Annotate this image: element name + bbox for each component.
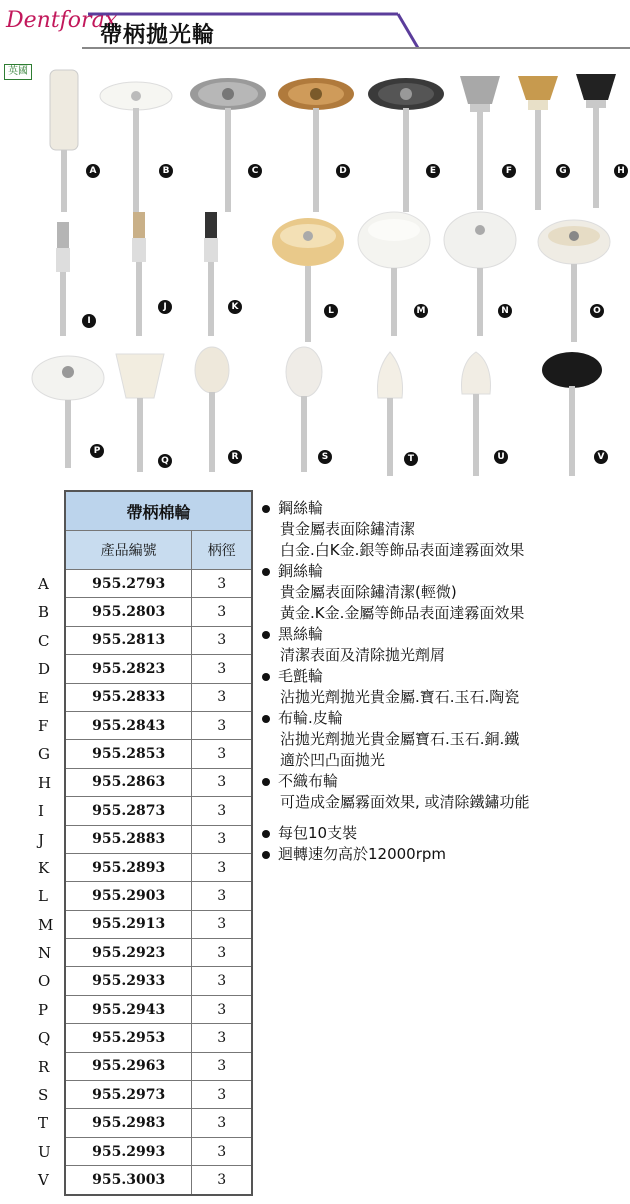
product-n-image — [442, 210, 522, 340]
product-a-image — [46, 68, 86, 218]
table-row — [65, 967, 252, 995]
product-u-image — [456, 350, 496, 480]
product-k-letter: K — [228, 300, 242, 314]
product-k-image — [198, 210, 224, 340]
row-letter: P — [38, 1000, 49, 1019]
shank-diameter: 3 — [192, 1137, 252, 1165]
shank-diameter: 3 — [192, 853, 252, 881]
product-v-letter: V — [594, 450, 608, 464]
product-code: 955.2893 — [65, 853, 192, 881]
table-row — [65, 1137, 252, 1165]
product-code: 955.2793 — [65, 570, 192, 598]
product-q-letter: Q — [158, 454, 172, 468]
shank-diameter: 3 — [192, 683, 252, 711]
table-row — [65, 910, 252, 938]
note-heading: 迴轉速勿高於12000rpm — [278, 845, 447, 863]
row-letter: I — [38, 802, 44, 821]
column-header-shank: 柄徑 — [192, 531, 252, 570]
row-letter: M — [38, 915, 54, 934]
product-p-letter: P — [90, 444, 104, 458]
note-nonwoven — [262, 771, 624, 813]
product-code: 955.2963 — [65, 1052, 192, 1080]
shank-diameter: 3 — [192, 740, 252, 768]
bullet-icon — [262, 851, 270, 859]
product-grid — [0, 60, 630, 480]
product-code: 955.2873 — [65, 797, 192, 825]
note-heading: 銅絲輪 — [278, 562, 324, 580]
bullet-icon — [262, 631, 270, 639]
product-code: 955.2853 — [65, 740, 192, 768]
shank-diameter: 3 — [192, 797, 252, 825]
note-line: 白金.白K金.銀等飾品表面達霧面效果 — [280, 541, 525, 559]
row-letter: V — [38, 1171, 49, 1190]
row-letter: U — [38, 1142, 51, 1161]
product-t-letter: T — [404, 452, 418, 466]
shank-diameter: 3 — [192, 939, 252, 967]
product-h-image — [574, 72, 618, 212]
shank-diameter: 3 — [192, 967, 252, 995]
product-code: 955.2823 — [65, 655, 192, 683]
bullet-icon — [262, 568, 270, 576]
note-line: 貴金屬表面除鏽清潔(輕微) — [280, 583, 457, 601]
table-row — [65, 768, 252, 796]
shank-diameter: 3 — [192, 1109, 252, 1137]
product-code: 955.2883 — [65, 825, 192, 853]
row-letter: C — [38, 631, 50, 650]
product-m-letter: M — [414, 304, 428, 318]
note-black-wire — [262, 624, 624, 666]
product-g-letter: G — [556, 164, 570, 178]
bullet-icon — [262, 830, 270, 838]
note-line: 可造成金屬霧面效果, 或清除鐵鏽功能 — [280, 793, 530, 811]
row-letter-column — [38, 570, 58, 1195]
shank-diameter: 3 — [192, 910, 252, 938]
product-code: 955.2903 — [65, 882, 192, 910]
bullet-icon — [262, 715, 270, 723]
note-line: 沾拋光劑拋光貴金屬寶石.玉石.銅.鐵 — [280, 730, 520, 748]
shank-diameter: 3 — [192, 711, 252, 739]
row-letter: K — [38, 858, 50, 877]
product-d-letter: D — [336, 164, 350, 178]
note-heading: 不織布輪 — [278, 772, 339, 790]
row-letter: J — [38, 830, 45, 849]
product-e-image — [366, 76, 446, 216]
note-line: 黃金.K金.金屬等飾品表面達霧面效果 — [280, 604, 525, 622]
page-title: 帶柄拋光輪 — [100, 23, 216, 48]
bullet-icon — [262, 673, 270, 681]
usage-notes — [262, 498, 624, 865]
note-brass-wire — [262, 561, 624, 624]
product-o-image — [536, 216, 616, 346]
product-code: 955.2983 — [65, 1109, 192, 1137]
note-felt — [262, 666, 624, 708]
note-cloth-leather — [262, 708, 624, 771]
row-letter: F — [38, 716, 49, 735]
table-row — [65, 882, 252, 910]
product-i-image — [50, 220, 76, 340]
product-g-image — [516, 74, 560, 214]
row-letter: B — [38, 603, 50, 622]
spec-table — [64, 490, 253, 1196]
title-rule — [0, 0, 630, 62]
product-code: 955.2803 — [65, 598, 192, 626]
table-row — [65, 740, 252, 768]
shank-diameter: 3 — [192, 1052, 252, 1080]
product-code: 955.2973 — [65, 1081, 192, 1109]
row-letter: R — [38, 1057, 50, 1076]
table-row — [65, 598, 252, 626]
note-pack-size — [262, 823, 624, 844]
product-h-letter: H — [614, 164, 628, 178]
note-line: 沾拋光劑拋光貴金屬.寶石.玉石.陶瓷 — [280, 688, 520, 706]
note-heading: 鋼絲輪 — [278, 499, 324, 517]
table-row — [65, 797, 252, 825]
product-f-letter: F — [502, 164, 516, 178]
shank-diameter: 3 — [192, 1166, 252, 1195]
product-c-letter: C — [248, 164, 262, 178]
shank-diameter: 3 — [192, 626, 252, 654]
product-code: 955.2953 — [65, 1024, 192, 1052]
row-letter: N — [38, 944, 52, 963]
page-header — [0, 0, 630, 62]
note-heading: 毛氈輪 — [278, 667, 324, 685]
row-letter: S — [38, 1086, 49, 1105]
product-code: 955.2993 — [65, 1137, 192, 1165]
shank-diameter: 3 — [192, 655, 252, 683]
product-b-image — [98, 78, 178, 218]
bullet-icon — [262, 505, 270, 513]
table-row — [65, 1052, 252, 1080]
product-d-image — [276, 76, 356, 216]
row-letter: L — [38, 887, 48, 906]
shank-diameter: 3 — [192, 995, 252, 1023]
table-row — [65, 825, 252, 853]
row-letter: G — [38, 745, 50, 764]
product-o-letter: O — [590, 304, 604, 318]
note-max-rpm — [262, 844, 624, 865]
table-title: 帶柄棉輪 — [65, 491, 252, 531]
shank-diameter: 3 — [192, 882, 252, 910]
product-a-letter: A — [86, 164, 100, 178]
row-letter: T — [38, 1114, 49, 1133]
product-b-letter: B — [159, 164, 173, 178]
product-m-image — [356, 210, 436, 340]
note-heading: 每包10支裝 — [278, 824, 358, 842]
product-r-image — [192, 346, 232, 476]
product-l-image — [270, 216, 350, 346]
brand-logo: Dentforax — [6, 8, 118, 33]
product-j-letter: J — [158, 300, 172, 314]
bullet-icon — [262, 778, 270, 786]
column-header-code: 產品編號 — [65, 531, 192, 570]
table-row — [65, 711, 252, 739]
shank-diameter: 3 — [192, 768, 252, 796]
product-e-letter: E — [426, 164, 440, 178]
note-line: 適於凹凸面拋光 — [280, 751, 386, 769]
row-letter: Q — [38, 1029, 51, 1048]
table-row — [65, 853, 252, 881]
product-code: 955.2933 — [65, 967, 192, 995]
product-j-image — [126, 210, 152, 340]
table-row — [65, 995, 252, 1023]
product-code: 955.2913 — [65, 910, 192, 938]
product-u-letter: U — [494, 450, 508, 464]
row-letter: H — [38, 773, 52, 792]
product-code: 955.2863 — [65, 768, 192, 796]
row-letter: O — [38, 972, 51, 991]
product-code: 955.3003 — [65, 1166, 192, 1195]
table-row — [65, 1081, 252, 1109]
product-s-letter: S — [318, 450, 332, 464]
table-row — [65, 683, 252, 711]
origin-badge: 英國 — [4, 64, 32, 80]
product-code: 955.2813 — [65, 626, 192, 654]
note-steel-wire — [262, 498, 624, 561]
product-code: 955.2833 — [65, 683, 192, 711]
product-i-letter: I — [82, 314, 96, 328]
product-f-image — [458, 74, 502, 214]
note-heading: 布輪.皮輪 — [278, 709, 343, 727]
shank-diameter: 3 — [192, 825, 252, 853]
table-row — [65, 1166, 252, 1195]
product-code: 955.2943 — [65, 995, 192, 1023]
row-letter: D — [38, 660, 51, 679]
note-heading: 黑絲輪 — [278, 625, 324, 643]
note-line: 貴金屬表面除鏽清潔 — [280, 520, 416, 538]
product-l-letter: L — [324, 304, 338, 318]
table-row — [65, 1024, 252, 1052]
row-letter: E — [38, 688, 49, 707]
table-row — [65, 939, 252, 967]
table-row — [65, 626, 252, 654]
shank-diameter: 3 — [192, 570, 252, 598]
product-n-letter: N — [498, 304, 512, 318]
table-row — [65, 570, 252, 598]
shank-diameter: 3 — [192, 598, 252, 626]
product-r-letter: R — [228, 450, 242, 464]
product-code: 955.2843 — [65, 711, 192, 739]
shank-diameter: 3 — [192, 1081, 252, 1109]
note-line: 清潔表面及清除拋光劑屑 — [280, 646, 446, 664]
product-code: 955.2923 — [65, 939, 192, 967]
table-row — [65, 655, 252, 683]
row-letter: A — [38, 575, 49, 593]
shank-diameter: 3 — [192, 1024, 252, 1052]
product-c-image — [188, 76, 268, 216]
table-row — [65, 1109, 252, 1137]
